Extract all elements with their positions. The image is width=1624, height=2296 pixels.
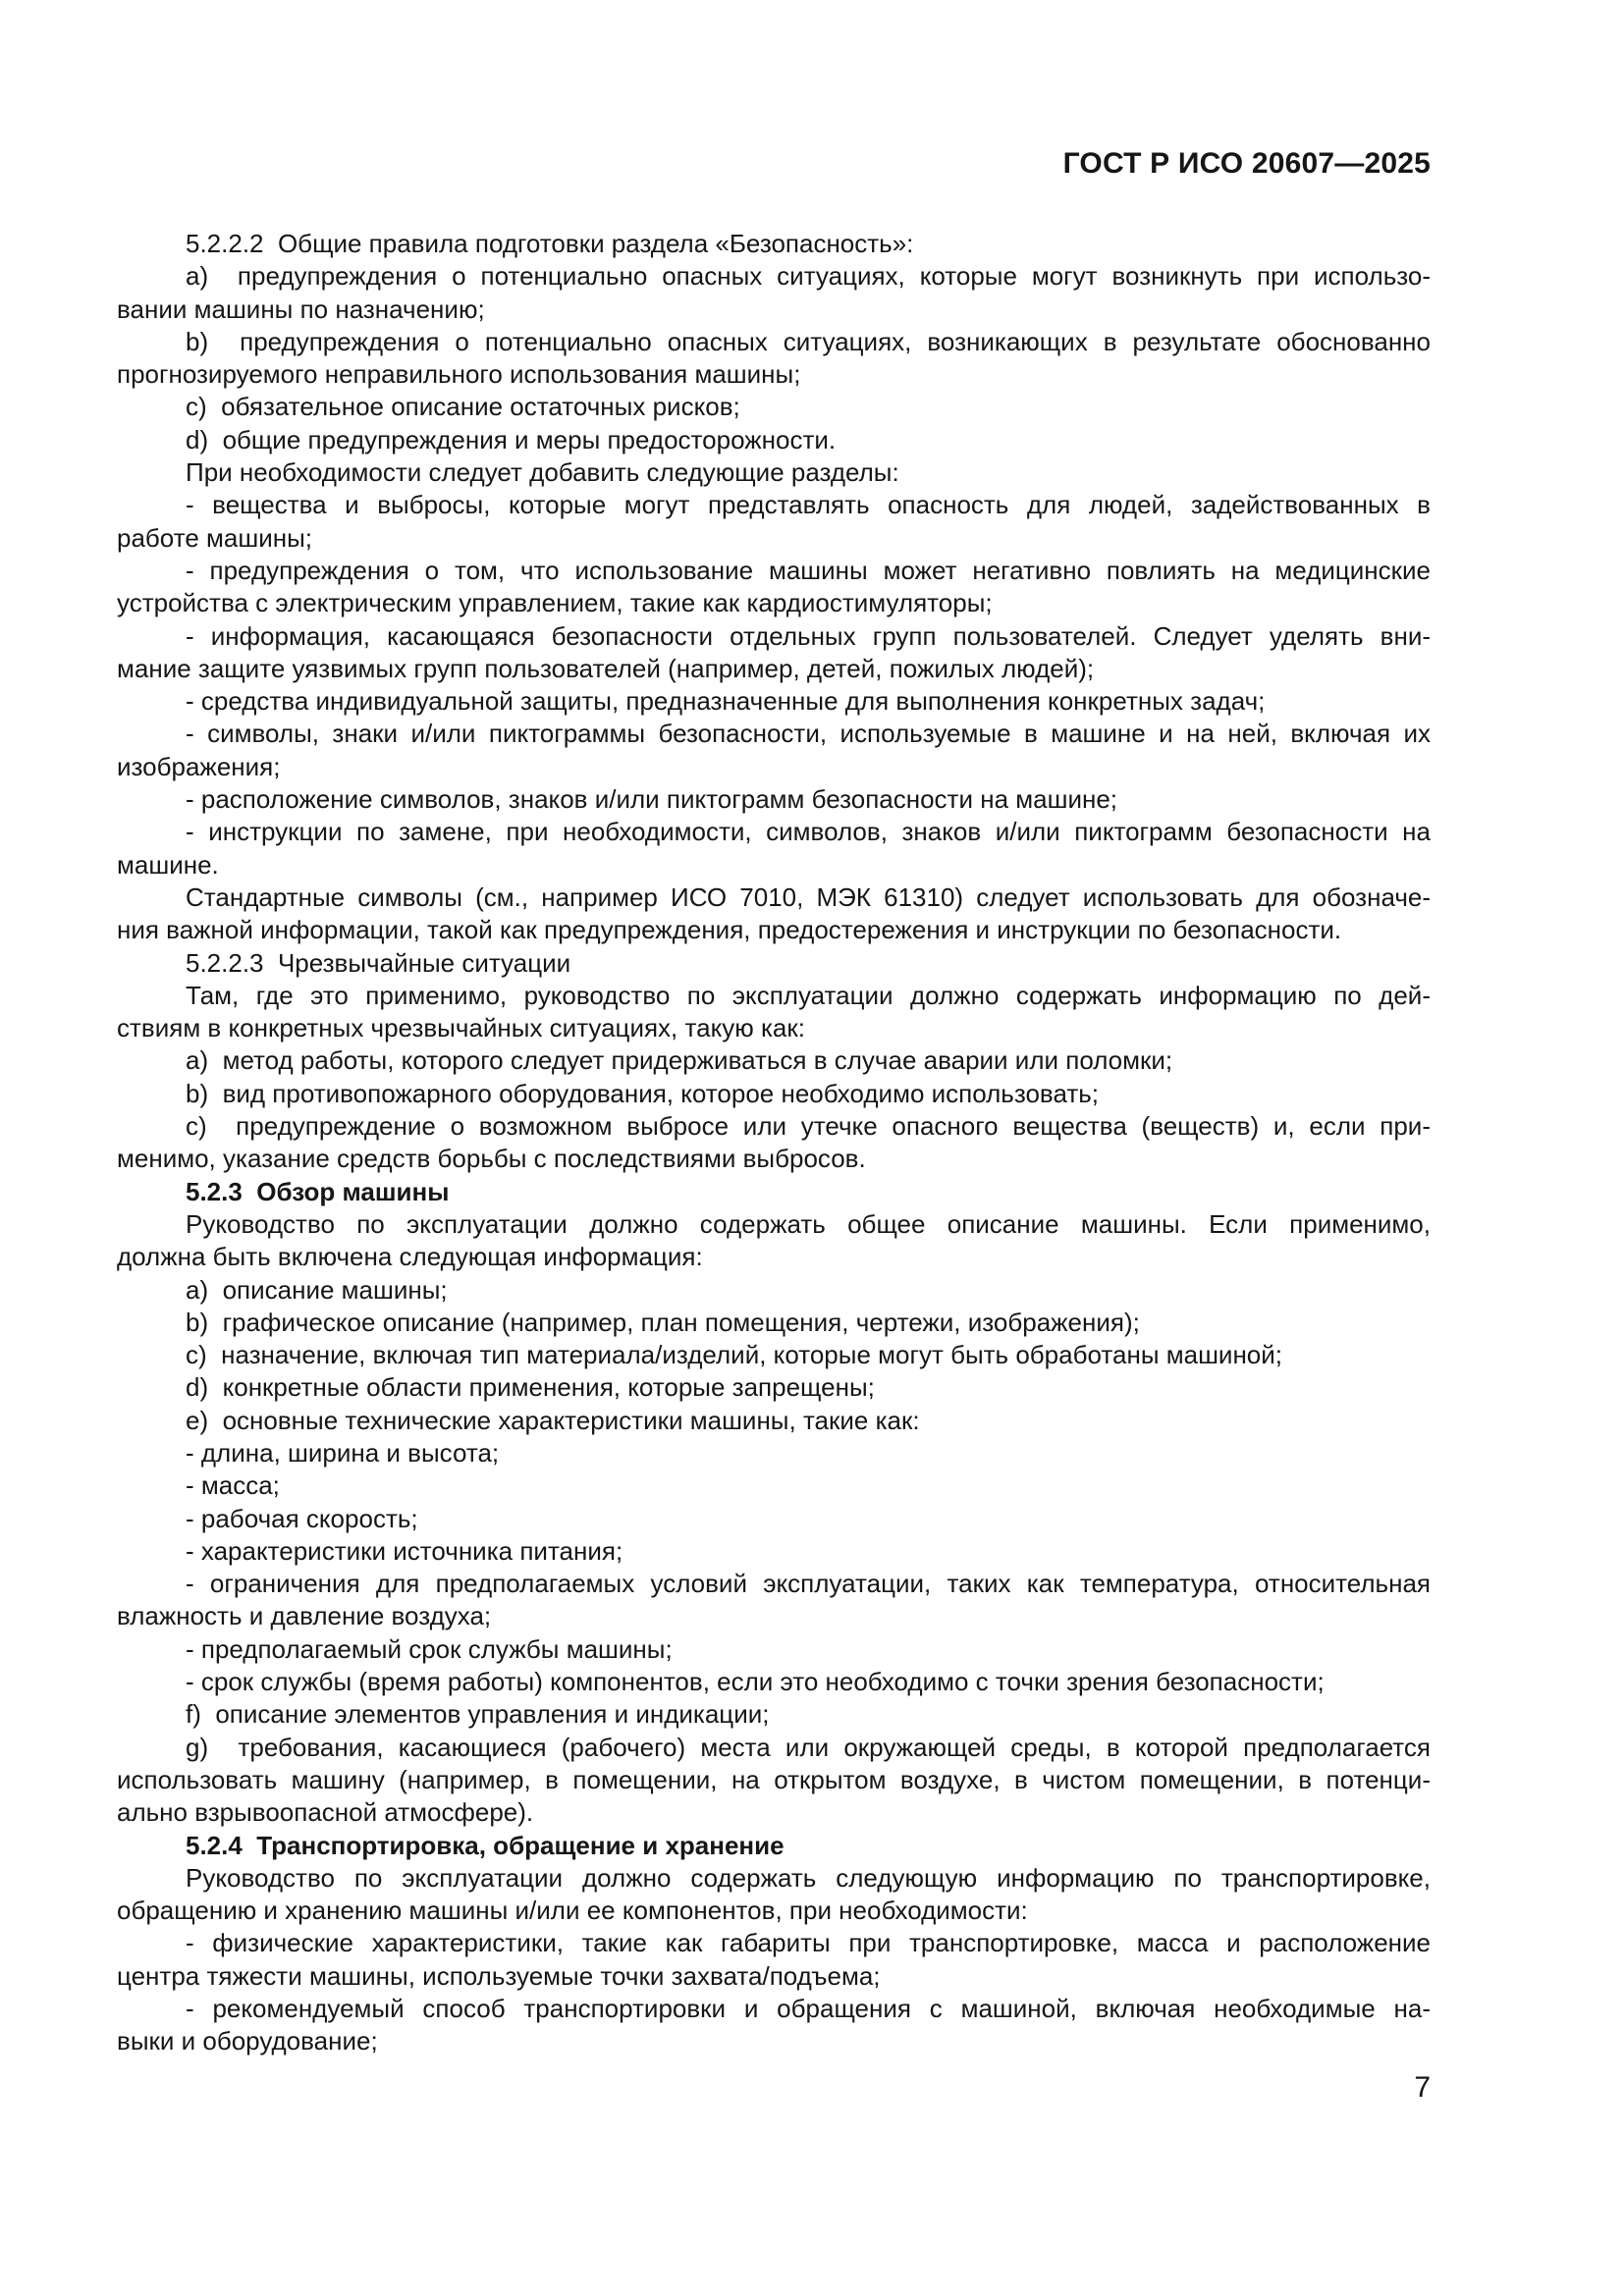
page-number: 7	[1414, 2071, 1431, 2104]
text-line: a) описание машины;	[186, 1274, 448, 1305]
text-line: изображения;	[117, 751, 281, 781]
text-line: b) предупреждения о потенциально опасных ситуациях, возникающих в результате обоснованно	[186, 326, 1431, 356]
text-line: работе машины;	[117, 522, 312, 553]
text-line: e) основные технические характеристики машины, такие как:	[186, 1405, 920, 1435]
text-line: a) метод работы, которого следует придерживаться в случае аварии или поломки;	[186, 1045, 1173, 1076]
text-line: менимо, указание средств борьбы с последствиями выбросов.	[117, 1144, 866, 1174]
text-line: мание защите уязвимых групп пользователей (например, детей, пожилых людей);	[117, 653, 1095, 683]
text-line: При необходимости следует добавить следующие разделы:	[186, 457, 899, 488]
text-line: машине.	[117, 849, 219, 880]
text-line: - символы, знаки и/или пиктограммы безопасности, используемые в машине и на ней, включая их	[186, 719, 1431, 749]
text-line: - вещества и выбросы, которые могут представлять опасность для людей, задействованных в	[186, 490, 1431, 520]
text-line: - длина, ширина и высота;	[186, 1437, 500, 1468]
text-line: - ограничения для предполагаемых условий эксплуатации, таких как температура, относительная	[186, 1569, 1431, 1599]
text-line: c) назначение, включая тип материала/изделий, которые могут быть обработаны машиной;	[186, 1340, 1283, 1370]
text-line: b) графическое описание (например, план помещения, чертежи, изображения);	[186, 1307, 1140, 1337]
text-line: 5.2.2.2 Общие правила подготовки раздела «Безопасность»:	[186, 229, 914, 258]
text-line: ствиям в конкретных чрезвычайных ситуациях, такую как:	[117, 1013, 805, 1043]
text-line: центра тяжести машины, используемые точки захвата/подъема;	[117, 1960, 881, 1991]
text-line: использовать машину (например, в помещении, на открытом воздухе, в чистом помещении, в потенци-	[117, 1764, 1431, 1794]
text-line: - физические характеристики, такие как габариты при транспортировке, масса и расположение	[186, 1928, 1431, 1958]
text-line: выки и оборудование;	[117, 2026, 378, 2056]
text-line: - расположение символов, знаков и/или пиктограмм безопасности на машине;	[186, 784, 1118, 815]
text-line: - предупреждения о том, что использование машины может негативно повлиять на медицинские	[186, 555, 1431, 585]
text-line: должна быть включена следующая информация:	[117, 1242, 703, 1272]
text-line: g) требования, касающиеся (рабочего) места или окружающей среды, в которой предполагается	[186, 1732, 1431, 1762]
text-line: Руководство по эксплуатации должно содержать общее описание машины. Если применимо,	[186, 1208, 1431, 1239]
text-line: Там, где это применимо, руководство по эксплуатации должно содержать информацию по дей-	[186, 980, 1431, 1010]
text-line: b) вид противопожарного оборудования, которое необходимо использовать;	[186, 1078, 1100, 1108]
text-line: устройства с электрическим управлением, такие как кардиостимуляторы;	[117, 588, 993, 618]
text-line: c) предупреждение о возможном выбросе или утечке опасного вещества (веществ) и, если при-	[186, 1111, 1431, 1142]
text-line: f) описание элементов управления и индикации;	[186, 1699, 770, 1730]
text-line: d) конкретные области применения, которые запрещены;	[186, 1372, 875, 1403]
text-line: - предполагаемый срок службы машины;	[186, 1633, 673, 1664]
text-line: a) предупреждения о потенциально опасных ситуациях, которые могут возникнуть при использо-	[186, 261, 1431, 292]
text-line: влажность и давление воздуха;	[117, 1601, 492, 1631]
text-line: ния важной информации, такой как предупреждения, предостережения и инструкции по безопасности.	[117, 915, 1342, 945]
text-line: обращению и хранению машины и/или ее компонентов, при необходимости:	[117, 1896, 1028, 1926]
text-line: - рекомендуемый способ транспортировки и обращения с машиной, включая необходимые на-	[186, 1994, 1431, 2024]
text-line: ально взрывоопасной атмосфере).	[117, 1797, 534, 1828]
text-line: 5.2.3 Обзор машины	[186, 1176, 450, 1206]
text-line: - масса;	[186, 1470, 280, 1501]
text-line: - рабочая скорость;	[186, 1503, 418, 1533]
document-body	[117, 228, 1431, 2058]
text-line: - средства индивидуальной защиты, предназначенные для выполнения конкретных задач;	[186, 686, 1266, 717]
text-line: - характеристики источника питания;	[186, 1535, 623, 1566]
text-line: - информация, касающаяся безопасности отдельных групп пользователей. Следует уделять вни-	[186, 620, 1431, 651]
text-line: 5.2.2.3 Чрезвычайные ситуации	[186, 947, 571, 978]
text-line: - инструкции по замене, при необходимости, символов, знаков и/или пиктограмм безопасности на	[186, 817, 1431, 847]
text-line: c) обязательное описание остаточных рисков;	[186, 392, 740, 422]
text-line: 5.2.4 Транспортировка, обращение и хранение	[186, 1830, 785, 1860]
text-line: вании машины по назначению;	[117, 294, 485, 324]
running-header: ГОСТ Р ИСО 20607—2025	[1062, 147, 1431, 180]
text-line: прогнозируемого неправильного использования машины;	[117, 359, 801, 390]
text-line: Стандартные символы (см., например ИСО 7010, МЭК 61310) следует использовать для обозначе-	[186, 881, 1431, 912]
text-line: - срок службы (время работы) компонентов, если это необходимо с точки зрения безопасности;	[186, 1667, 1325, 1697]
text-line: d) общие предупреждения и меры предосторожности.	[186, 424, 837, 454]
text-line: Руководство по эксплуатации должно содержать следующую информацию по транспортировке,	[186, 1862, 1431, 1893]
